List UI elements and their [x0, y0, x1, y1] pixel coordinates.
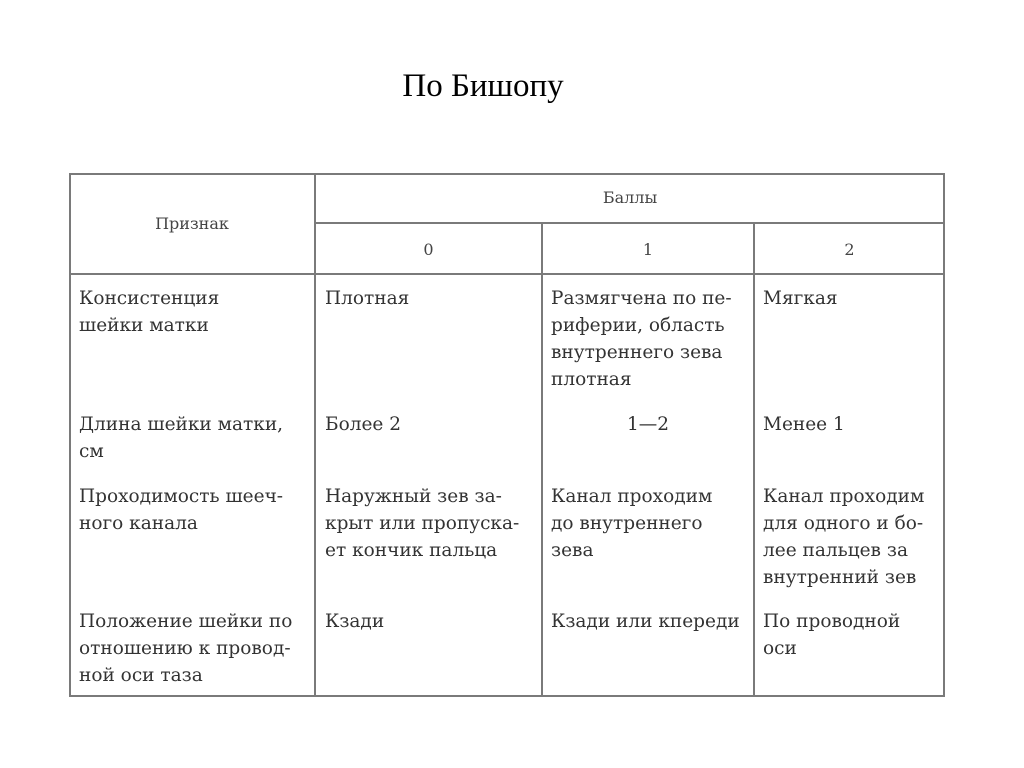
row-3-score-0: Наружный зев за- крыт или пропуска- ет кончик пальца	[325, 486, 520, 561]
column-divider	[753, 223, 755, 697]
row-4-score-0: Кзади	[325, 611, 385, 632]
row-4-feature: Положение шейки по отношению к провод- ной оси таза	[79, 611, 293, 686]
row-2-score-0: Более 2	[325, 414, 402, 435]
header-score-2: 2	[844, 240, 855, 259]
row-1-score-0: Плотная	[325, 288, 410, 309]
row-3-score-2: Канал проходим для одного и бо- лее пальцев за внутренний зев	[763, 486, 925, 588]
header-points: Баллы	[602, 188, 658, 207]
row-2-feature: Длина шейки матки, см	[79, 414, 284, 462]
slide-title: По Бишопу	[402, 68, 564, 104]
row-1-score-1: Размягчена по пе- риферии, область внутреннего зева плотная	[551, 288, 732, 390]
row-2-score-1: 1—2	[626, 414, 670, 435]
row-4-score-2: По проводной оси	[763, 611, 901, 659]
row-4-score-1: Кзади или кпереди	[551, 611, 740, 632]
row-3-score-1: Канал проходим до внутреннего зева	[551, 486, 713, 561]
row-divider	[69, 273, 945, 275]
row-2-score-2: Менее 1	[763, 414, 845, 435]
row-3-feature: Проходимость шееч- ного канала	[79, 486, 284, 534]
row-divider	[314, 222, 945, 224]
header-feature: Признак	[155, 214, 229, 233]
row-1-feature: Консистенция шейки матки	[79, 288, 220, 336]
header-score-0: 0	[423, 240, 434, 259]
header-score-1: 1	[642, 240, 654, 259]
column-divider	[541, 223, 543, 697]
row-1-score-2: Мягкая	[763, 288, 838, 309]
